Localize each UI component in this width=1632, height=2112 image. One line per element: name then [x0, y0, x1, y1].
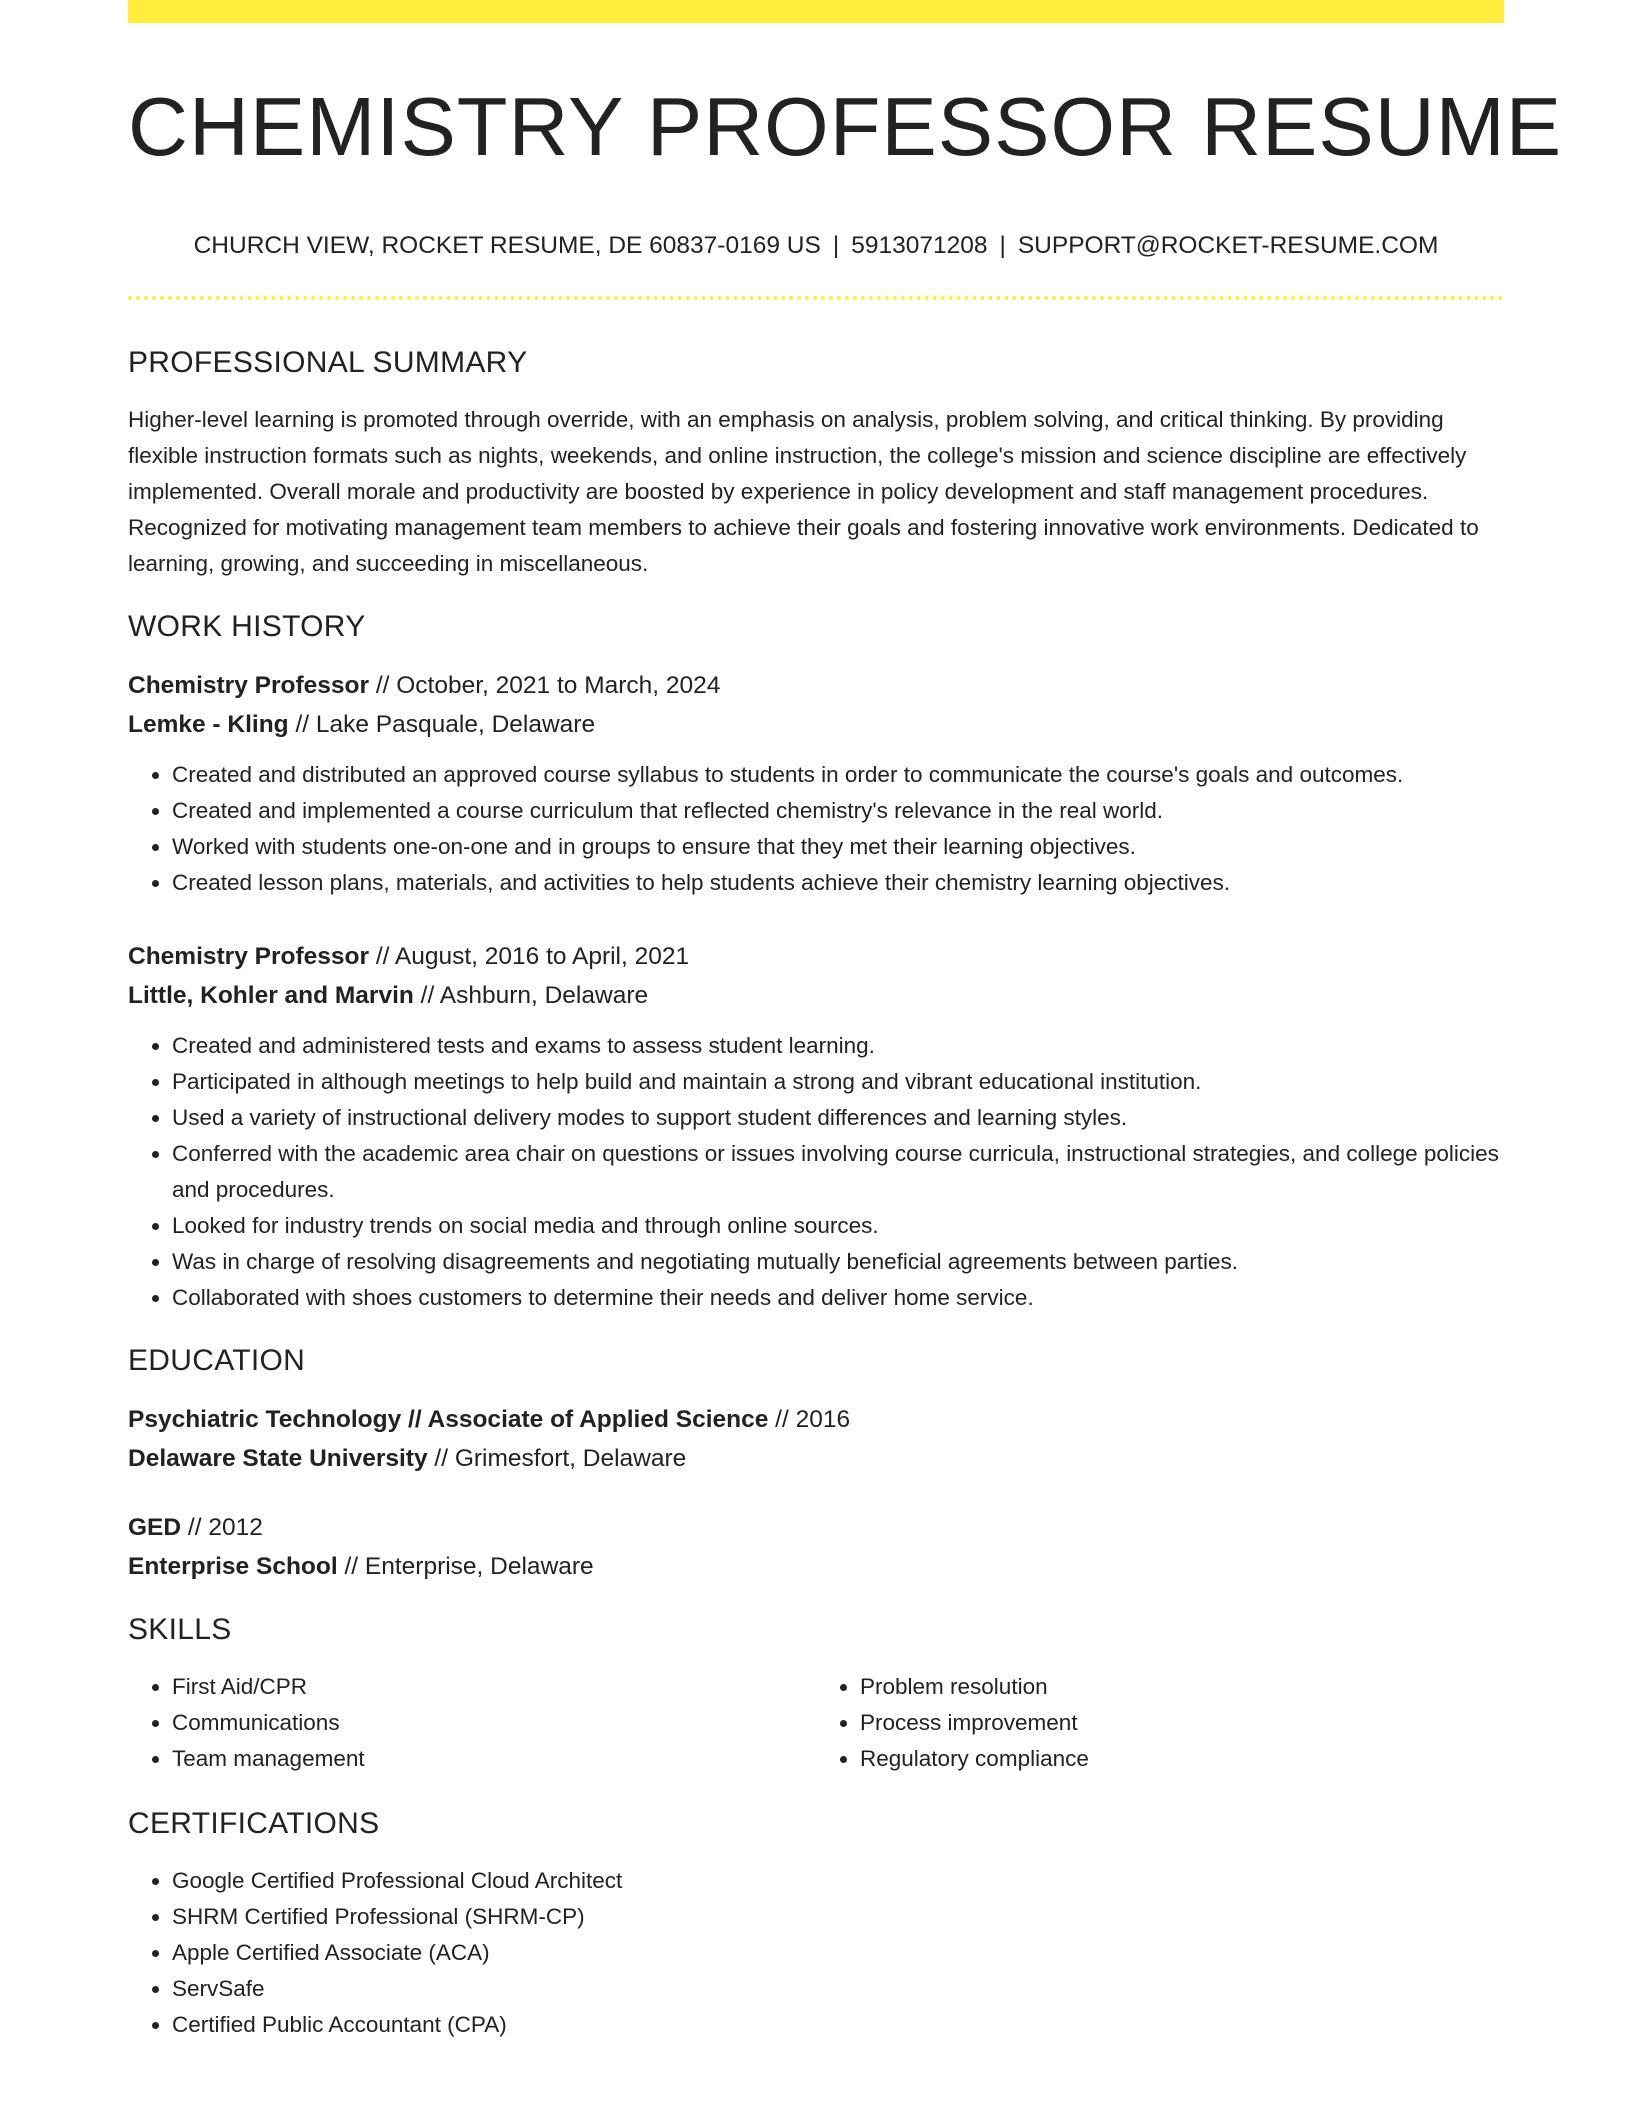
job-dates: // October, 2021 to March, 2024 — [369, 672, 721, 699]
education-school-line — [128, 1439, 1504, 1478]
skill-item: • Regulatory compliance — [860, 1741, 1504, 1777]
job-bullets — [128, 1028, 1504, 1316]
job-bullet: • Created and implemented a course curriculum that reflected chemistry's relevance in the real world. — [172, 793, 1504, 829]
skills-list-right — [816, 1669, 1504, 1777]
accent-top-bar — [128, 0, 1504, 23]
resume-title: CHEMISTRY PROFESSOR RESUME — [128, 80, 1563, 173]
contact-address: CHURCH VIEW, ROCKET RESUME, DE 60837-0169 US — [193, 232, 821, 259]
certification-item: • Google Certified Professional Cloud Architect — [172, 1863, 1504, 1899]
job-bullet: • Conferred with the academic area chair on questions or issues involving course curricula, instructional strategies, and college policies and procedures. — [172, 1136, 1504, 1208]
contact-separator: | — [999, 232, 1006, 259]
summary-section — [128, 346, 1504, 582]
skills-heading: SKILLS — [128, 1613, 232, 1646]
certifications-heading: CERTIFICATIONS — [128, 1807, 380, 1840]
job-bullet: • Participated in although meetings to help build and maintain a strong and vibrant educational institution. — [172, 1064, 1504, 1100]
contact-separator: | — [832, 232, 840, 259]
job-title: Chemistry Professor — [128, 672, 370, 699]
education-location: // Enterprise, Delaware — [337, 1553, 594, 1580]
job-bullet: • Looked for industry trends on social media and through online sources. — [172, 1208, 1504, 1244]
job-entry — [128, 937, 1504, 1316]
skill-item: • First Aid/CPR — [172, 1669, 816, 1705]
skill-item: • Team management — [172, 1741, 816, 1777]
education-section — [128, 1344, 1504, 1586]
job-bullet: • Used a variety of instructional delivery modes to support student differences and learning styles. — [172, 1100, 1504, 1136]
education-entry — [128, 1508, 1504, 1586]
skills-list-left — [128, 1669, 816, 1777]
job-bullet: • Was in charge of resolving disagreements and negotiating mutually beneficial agreements between parties. — [172, 1244, 1504, 1280]
work-history-section — [128, 610, 1504, 1316]
job-bullet: • Created and distributed an approved course syllabus to students in order to communicate the course's goals and outcomes. — [172, 757, 1504, 793]
job-bullet: • Created and administered tests and exams to assess student learning. — [172, 1028, 1504, 1064]
contact-line — [128, 232, 1504, 260]
skill-item: • Process improvement — [860, 1705, 1504, 1741]
education-entry — [128, 1400, 1504, 1478]
education-heading: EDUCATION — [128, 1344, 306, 1377]
education-year: // 2016 — [768, 1406, 851, 1433]
job-company-line — [128, 976, 1504, 1015]
skills-section — [128, 1613, 1504, 1777]
contact-email: SUPPORT@ROCKET-RESUME.COM — [1017, 232, 1439, 259]
education-degree-line — [128, 1508, 1504, 1547]
certification-item: • SHRM Certified Professional (SHRM-CP) — [172, 1899, 1504, 1935]
job-location: // Ashburn, Delaware — [413, 982, 649, 1009]
resume-page — [128, 0, 1563, 2112]
certifications-list — [128, 1863, 1504, 2043]
job-bullet: • Collaborated with shoes customers to determine their needs and deliver home service. — [172, 1280, 1504, 1316]
certification-item: • Apple Certified Associate (ACA) — [172, 1935, 1504, 1971]
education-degree: Psychiatric Technology // Associate of Applied Science — [128, 1406, 769, 1433]
certification-item: • ServSafe — [172, 1971, 1504, 2007]
dotted-divider — [128, 296, 1504, 300]
education-school: Delaware State University — [128, 1445, 428, 1472]
skills-columns — [128, 1669, 1504, 1777]
job-dates: // August, 2016 to April, 2021 — [369, 943, 690, 970]
job-bullet: • Worked with students one-on-one and in groups to ensure that they met their learning objectives. — [172, 829, 1504, 865]
work-history-heading: WORK HISTORY — [128, 610, 366, 643]
skill-item: • Communications — [172, 1705, 816, 1741]
job-title-line — [128, 937, 1504, 976]
job-title: Chemistry Professor — [128, 943, 370, 970]
job-company-line — [128, 705, 1504, 744]
job-location: // Lake Pasquale, Delaware — [288, 711, 596, 738]
education-degree-line — [128, 1400, 1504, 1439]
education-school-line — [128, 1547, 1504, 1586]
education-location: // Grimesfort, Delaware — [427, 1445, 687, 1472]
job-company: Little, Kohler and Marvin — [128, 982, 414, 1009]
certifications-section — [128, 1807, 1504, 2043]
job-bullet: • Created lesson plans, materials, and activities to help students achieve their chemistry learning objectives. — [172, 865, 1504, 901]
job-bullets — [128, 757, 1504, 901]
certification-item: • Certified Public Accountant (CPA) — [172, 2007, 1504, 2043]
summary-heading: PROFESSIONAL SUMMARY — [128, 346, 528, 379]
education-year: // 2012 — [181, 1514, 263, 1541]
job-title-line — [128, 666, 1504, 705]
skill-item: • Problem resolution — [860, 1669, 1504, 1705]
job-company: Lemke - Kling — [128, 711, 289, 738]
contact-phone: 5913071208 — [851, 232, 988, 259]
summary-text: Higher-level learning is promoted through override, with an emphasis on analysis, problem solving, and critical thinking. By providing flexible instruction formats such as nights, weekends, and online instruction, the college's mission and science discipline are effectively implemented. Overall morale and productivity are boosted by experience in policy development and staff management procedures. Recognized for motivating management team members to achieve their goals and fostering innovative work environments. Dedicated to learning, growing, and succeeding in miscellaneous. — [128, 407, 1479, 576]
education-degree: GED — [128, 1514, 182, 1541]
education-school: Enterprise School — [128, 1553, 338, 1580]
job-entry — [128, 666, 1504, 901]
